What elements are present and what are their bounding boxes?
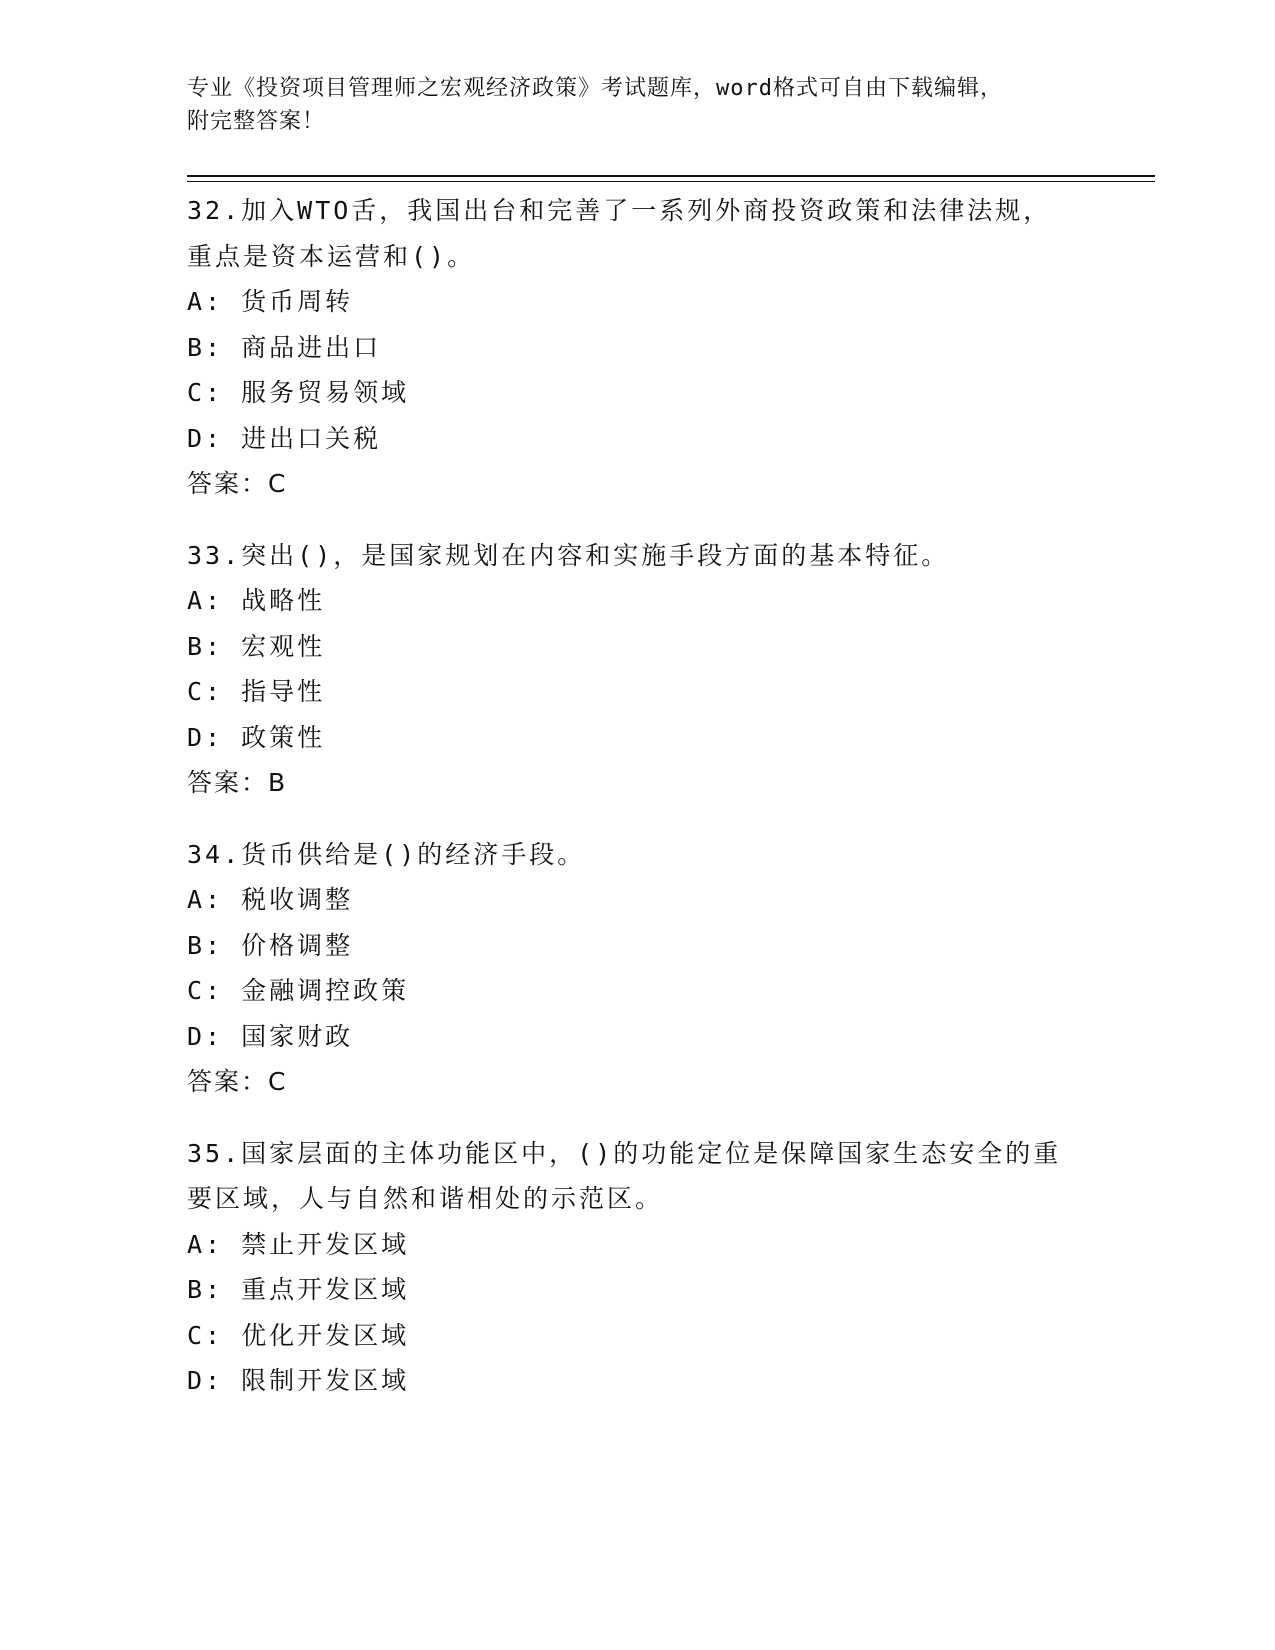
answer-line: 答案：C — [187, 1067, 288, 1096]
question-35 — [187, 1131, 1087, 1404]
question-stem-line: 34.货币供给是()的经济手段。 — [187, 839, 586, 869]
header-line-1: 专业《投资项目管理师之宏观经济政策》考试题库，word格式可自由下载编辑， — [187, 76, 1003, 101]
option-c: C: 服务贸易领域 — [187, 378, 410, 407]
option-d: D: 国家财政 — [187, 1021, 354, 1051]
question-stem-line: 33.突出()，是国家规划在内容和实施手段方面的基本特征。 — [187, 540, 950, 570]
option-a: A: 货币周转 — [187, 287, 354, 316]
question-stem-line: 35.国家层面的主体功能区中，()的功能定位是保障国家生态安全的重 — [187, 1138, 1062, 1168]
option-d: D: 政策性 — [187, 722, 326, 752]
answer-line: 答案：C — [187, 469, 288, 498]
header-divider-thin — [187, 181, 1155, 182]
question-stem-line: 要区域，人与自然和谐相处的示范区。 — [187, 1184, 664, 1213]
answer-line: 答案：B — [187, 768, 288, 797]
option-a: A: 禁止开发区域 — [187, 1229, 410, 1259]
question-34 — [187, 832, 1087, 1105]
option-b: B: 宏观性 — [187, 631, 326, 661]
option-c: C: 金融调控政策 — [187, 976, 410, 1005]
option-c: C: 优化开发区域 — [187, 1320, 410, 1350]
option-c: C: 指导性 — [187, 677, 326, 706]
question-list — [187, 188, 1087, 1430]
question-stem-line: 32.加入WTO舌，我国出台和完善了一系列外商投资政策和法律法规， — [187, 196, 1052, 225]
option-a: A: 战略性 — [187, 586, 326, 615]
question-stem-line: 重点是资本运营和()。 — [187, 241, 476, 271]
option-a: A: 税收调整 — [187, 885, 354, 914]
option-d: D: 进出口关税 — [187, 423, 382, 453]
header-line-2: 附完整答案！ — [187, 109, 326, 134]
question-33 — [187, 533, 1087, 806]
option-b: B: 重点开发区域 — [187, 1275, 410, 1304]
question-32 — [187, 188, 1087, 507]
option-d: D: 限制开发区域 — [187, 1366, 410, 1395]
option-b: B: 价格调整 — [187, 930, 354, 960]
option-b: B: 商品进出口 — [187, 332, 382, 362]
document-header — [187, 72, 1067, 138]
header-divider-thick — [187, 175, 1155, 177]
